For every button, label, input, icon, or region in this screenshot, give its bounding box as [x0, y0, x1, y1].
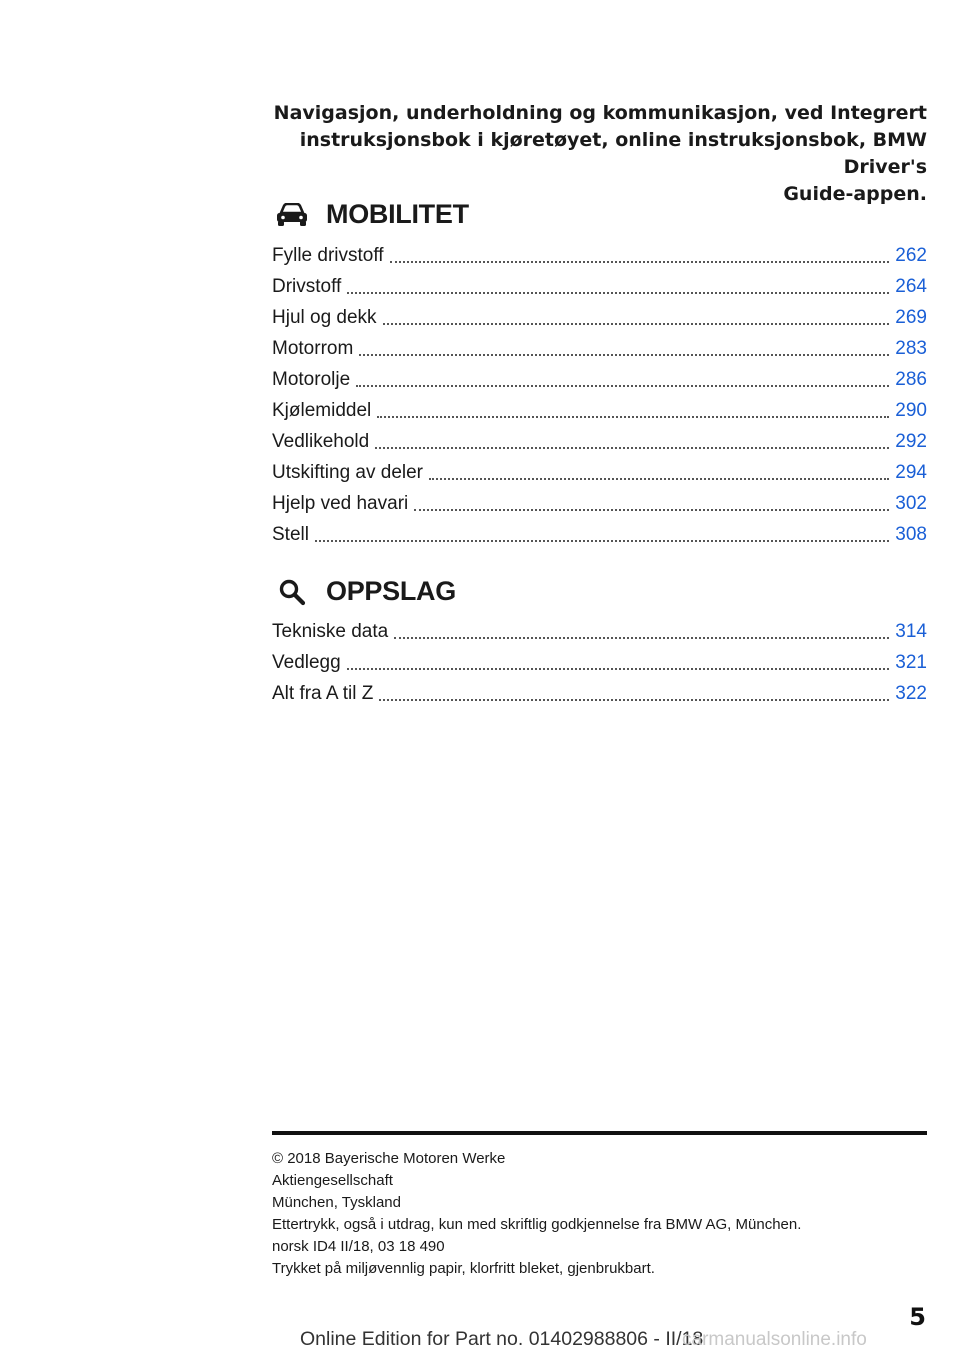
toc-list-mobilitet [272, 237, 927, 547]
toc-item-page[interactable]: 308 [895, 524, 927, 545]
car-icon [272, 201, 312, 229]
toc-item-label: Hjelp ved havari [272, 493, 409, 514]
toc-item[interactable] [272, 454, 927, 485]
toc-item-page[interactable]: 290 [895, 400, 927, 421]
toc-item[interactable] [272, 330, 927, 361]
header-line: instruksjonsbok i kjøretøyet, online instruksjonsbok, BMW Driver's [299, 129, 927, 178]
imprint [272, 1148, 927, 1280]
imprint-line: München, Tyskland [272, 1194, 401, 1211]
toc-item-page[interactable]: 321 [895, 652, 927, 673]
toc-item-page[interactable]: 302 [895, 493, 927, 514]
imprint-line: norsk ID4 II/18, 03 18 490 [272, 1238, 445, 1255]
toc-item-label: Kjølemiddel [272, 400, 372, 421]
toc-item-label: Vedlegg [272, 652, 341, 673]
toc-item[interactable] [272, 392, 927, 423]
toc-item-page[interactable]: 314 [895, 621, 927, 642]
imprint-line: Trykket på miljøvennlig papir, klorfritt bleket, gjenbrukbart. [272, 1260, 655, 1277]
toc-item-label: Motorolje [272, 369, 351, 390]
section-title-text: MOBILITET [326, 199, 469, 229]
toc-item-page[interactable]: 322 [895, 683, 927, 704]
watermark: carmanualsonline.info [682, 1329, 867, 1350]
dot-leader [356, 385, 889, 387]
toc-item[interactable] [272, 516, 927, 547]
toc-item-label: Motorrom [272, 338, 354, 359]
toc-item[interactable] [272, 237, 927, 268]
toc-item-page[interactable]: 286 [895, 369, 927, 390]
toc-item[interactable] [272, 268, 927, 299]
dot-leader [414, 509, 889, 511]
dot-leader [375, 447, 889, 449]
toc-item-label: Drivstoff [272, 276, 342, 297]
toc-item[interactable] [272, 613, 927, 644]
dot-leader [429, 478, 889, 480]
dot-leader [359, 354, 889, 356]
toc-item-label: Alt fra A til Z [272, 683, 374, 704]
imprint-line: Aktiengesellschaft [272, 1172, 393, 1189]
toc-item[interactable] [272, 644, 927, 675]
toc-item-label: Fylle drivstoff [272, 245, 384, 266]
toc-list-oppslag [272, 613, 927, 706]
toc-item-page[interactable]: 283 [895, 338, 927, 359]
toc-item[interactable] [272, 423, 927, 454]
dot-leader [377, 416, 889, 418]
toc-item-page[interactable]: 292 [895, 431, 927, 452]
toc-item-label: Tekniske data [272, 621, 389, 642]
dot-leader [347, 292, 889, 294]
toc-item[interactable] [272, 485, 927, 516]
toc-item-page[interactable]: 294 [895, 462, 927, 483]
toc-item-label: Stell [272, 524, 309, 545]
header-line: Navigasjon, underholdning og kommunikasjon, ved Integrert [273, 102, 927, 124]
imprint-line: © 2018 Bayerische Motoren Werke [272, 1150, 506, 1167]
dot-leader [379, 699, 889, 701]
toc-item[interactable] [272, 299, 927, 330]
toc-item-label: Utskifting av deler [272, 462, 424, 483]
search-icon [272, 578, 312, 606]
toc-item-page[interactable]: 262 [895, 245, 927, 266]
dot-leader [347, 668, 890, 670]
dot-leader [394, 637, 889, 639]
dot-leader [390, 261, 890, 263]
toc-item-label: Vedlikehold [272, 431, 370, 452]
dot-leader [315, 540, 889, 542]
footer-divider [272, 1131, 927, 1135]
toc-item-page[interactable]: 264 [895, 276, 927, 297]
section-title-oppslag [272, 576, 456, 607]
header-line: Guide-appen. [783, 183, 927, 205]
toc-item[interactable] [272, 675, 927, 706]
page-number: 5 [909, 1303, 926, 1331]
section-title-text: OPPSLAG [326, 576, 456, 606]
page-header [260, 100, 927, 208]
toc-item-page[interactable]: 269 [895, 307, 927, 328]
toc-item[interactable] [272, 361, 927, 392]
edition-line: Online Edition for Part no. 01402988806 - II/18 [300, 1328, 704, 1350]
section-title-mobilitet [272, 199, 469, 230]
dot-leader [383, 323, 890, 325]
imprint-line: Ettertrykk, også i utdrag, kun med skriftlig godkjennelse fra BMW AG, München. [272, 1216, 802, 1233]
toc-item-label: Hjul og dekk [272, 307, 377, 328]
